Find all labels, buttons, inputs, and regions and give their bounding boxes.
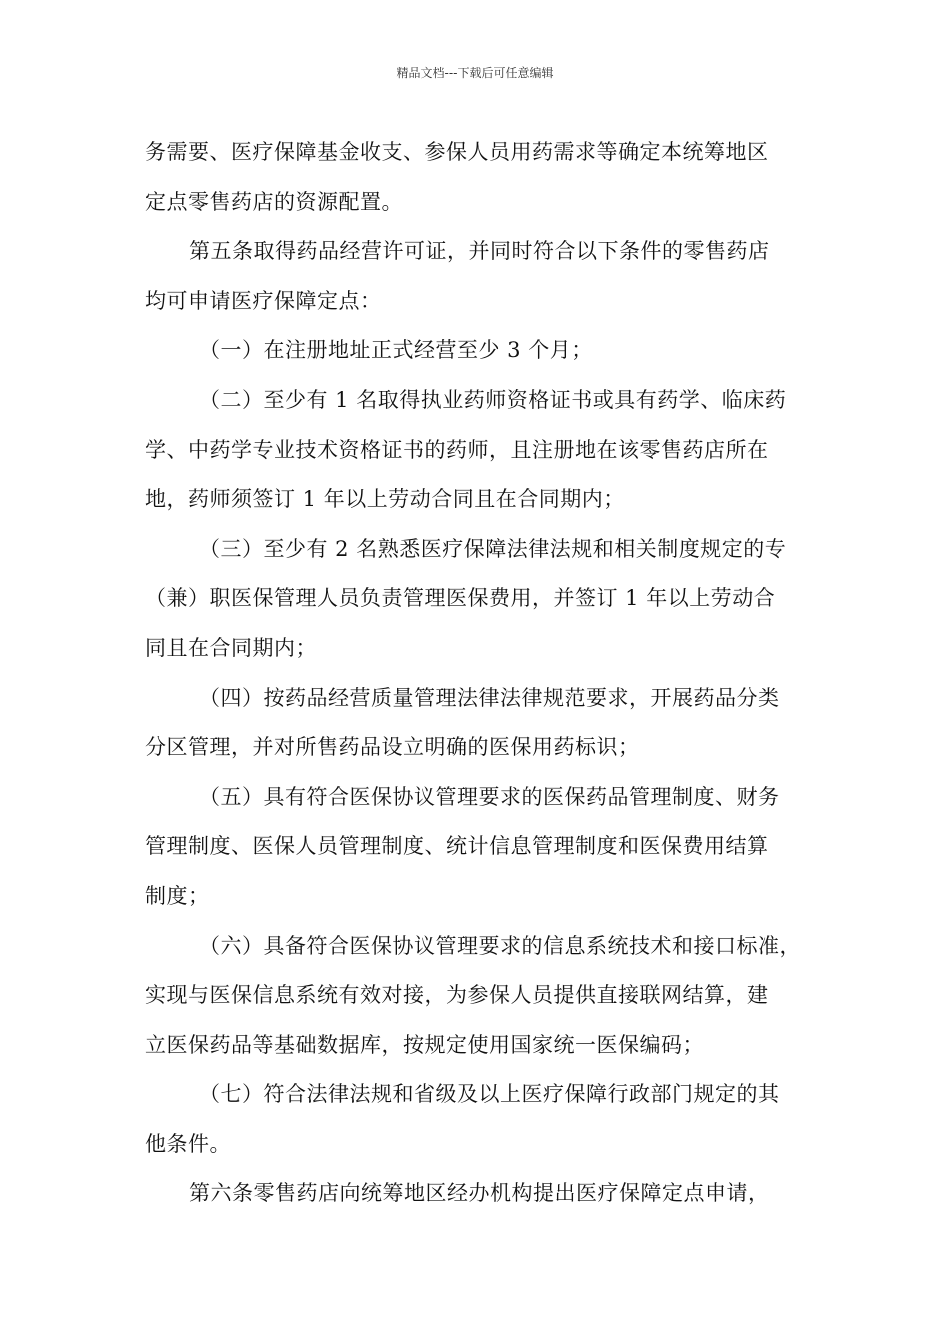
text-line: 务需要、医疗保障基金收支、参保人员用药需求等确定本统筹地区 [145, 140, 769, 164]
text-line: 管理制度、医保人员管理制度、统计信息管理制度和医保费用结算 [145, 834, 769, 859]
text-line: （兼）职医保管理人员负责管理医保费用，并签订 1 年以上劳动合 [145, 586, 776, 611]
list-item-5: （五）具有符合医保协议管理要求的医保药品管理制度、财务 [199, 784, 780, 809]
list-item-7: （七）符合法律法规和省级及以上医疗保障行政部门规定的其 [199, 1082, 780, 1107]
text-line: 定点零售药店的资源配置。 [145, 189, 403, 214]
text-line: 制度； [145, 883, 210, 908]
article-6-heading-line: 第六条零售药店向统筹地区经办机构提出医疗保障定点申请， [189, 1181, 770, 1206]
page-header: 精品文档---下载后可任意编辑 [396, 66, 554, 80]
text-line: 同且在合同期内； [145, 635, 317, 660]
list-item-3: （三）至少有 2 名熟悉医疗保障法律法规和相关制度规定的专 [199, 536, 787, 561]
article-5-heading-line: 第五条取得药品经营许可证，并同时符合以下条件的零售药店 [189, 239, 770, 264]
text-line: 分区管理，并对所售药品设立明确的医保用药标识； [145, 735, 640, 760]
text-line: 实现与医保信息系统有效对接，为参保人员提供直接联网结算，建 [145, 983, 769, 1008]
list-item-4: （四）按药品经营质量管理法律法律规范要求，开展药品分类 [199, 685, 780, 710]
list-item-1: （一）在注册地址正式经营至少 3 个月； [199, 338, 593, 363]
text-line: 地，药师须签订 1 年以上劳动合同且在合同期内； [145, 487, 625, 512]
text-line: 他条件。 [145, 1131, 231, 1156]
document-body [145, 128, 810, 1219]
text-line: 立医保药品等基础数据库，按规定使用国家统一医保编码； [145, 1032, 704, 1057]
list-item-6: （六）具备符合医保协议管理要求的信息系统技术和接口标准， [199, 933, 801, 958]
text-line: 均可申请医疗保障定点： [145, 288, 382, 313]
text-line: 学、中药学专业技术资格证书的药师，且注册地在该零售药店所在 [145, 437, 769, 462]
list-item-2: （二）至少有 1 名取得执业药师资格证书或具有药学、临床药 [199, 387, 787, 412]
